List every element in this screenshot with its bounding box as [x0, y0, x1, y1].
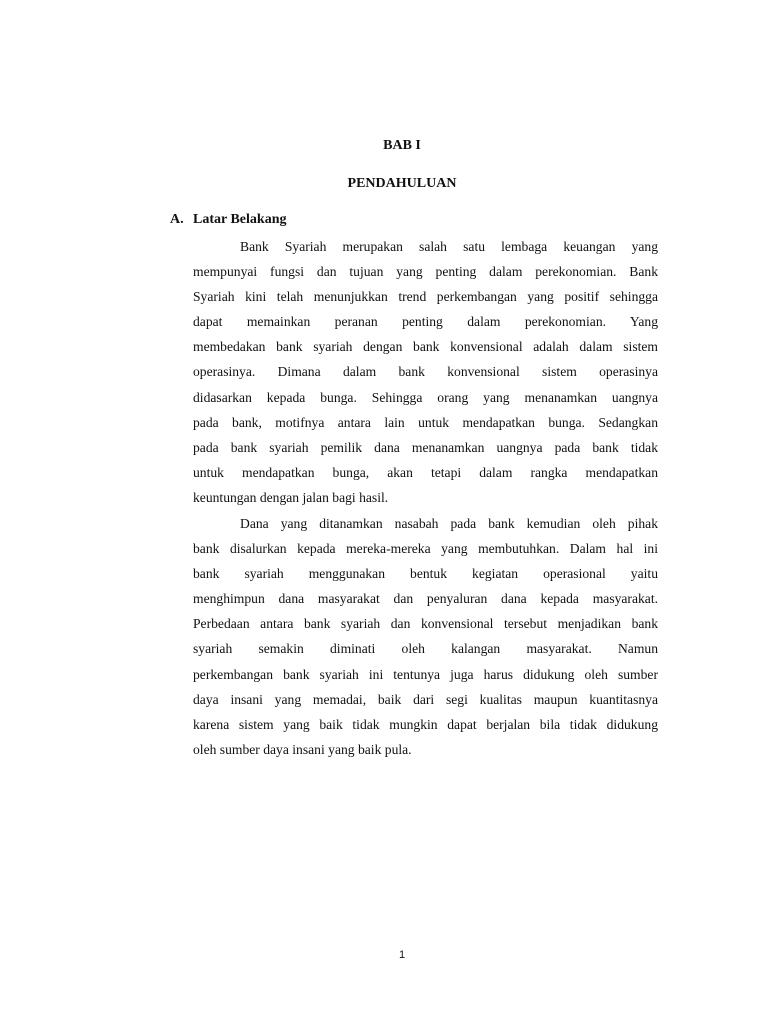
paragraph-line: daya insani yang memadai, baik dari segi kualitas maupun kuantitasnya	[193, 691, 658, 707]
paragraph-line: oleh sumber daya insani yang baik pula.	[193, 741, 412, 757]
paragraph-line: keuntungan dengan jalan bagi hasil.	[193, 489, 389, 505]
paragraph-line: bank disalurkan kepada mereka-mereka yang membutuhkan. Dalam hal ini	[193, 541, 658, 557]
paragraph-line: Syariah kini telah menunjukkan trend perkembangan yang positif sehingga	[193, 289, 658, 305]
paragraph-line: bank syariah menggunakan bentuk kegiatan operasional yaitu	[193, 566, 658, 582]
paragraph-line: pada bank syariah pemilik dana menanamkan uangnya pada bank tidak	[193, 439, 658, 455]
paragraph-line: dapat memainkan peranan penting dalam perekonomian. Yang	[193, 314, 658, 330]
paragraph-line: membedakan bank syariah dengan bank konvensional adalah dalam sistem	[193, 339, 658, 355]
paragraph-line: operasinya. Dimana dalam bank konvensional sistem operasinya	[193, 364, 658, 380]
section-title: Latar Belakang	[193, 212, 287, 227]
paragraph-line: karena sistem yang baik tidak mungkin dapat berjalan bila tidak didukung	[193, 716, 658, 732]
paragraph-line: Bank Syariah merupakan salah satu lembaga keuangan yang	[240, 239, 658, 254]
paragraph-1	[193, 234, 658, 510]
paragraph-line: didasarkan kepada bunga. Sehingga orang yang menanamkan uangnya	[193, 389, 658, 405]
paragraph-line: Dana yang ditanamkan nasabah pada bank kemudian oleh pihak	[240, 516, 658, 531]
paragraph-line: perkembangan bank syariah ini tentunya juga harus didukung oleh sumber	[193, 666, 658, 682]
paragraph-line: menghimpun dana masyarakat dan penyaluran dana kepada masyarakat.	[193, 591, 658, 607]
paragraph-line: mempunyai fungsi dan tujuan yang penting dalam perekonomian. Bank	[193, 264, 658, 280]
paragraph-line: untuk mendapatkan bunga, akan tetapi dalam rangka mendapatkan	[193, 464, 658, 480]
paragraph-line: syariah semakin diminati oleh kalangan masyarakat. Namun	[193, 641, 658, 657]
section-marker: A.	[170, 212, 184, 227]
page-number: 1	[398, 949, 406, 961]
paragraph-2	[193, 511, 658, 762]
paragraph-line: pada bank, motifnya antara lain untuk mendapatkan bunga. Sedangkan	[193, 414, 658, 430]
chapter-title: PENDAHULUAN	[347, 176, 457, 191]
chapter-number: BAB I	[383, 138, 421, 153]
paragraph-line: Perbedaan antara bank syariah dan konvensional tersebut menjadikan bank	[193, 616, 658, 632]
section-heading	[170, 212, 286, 228]
